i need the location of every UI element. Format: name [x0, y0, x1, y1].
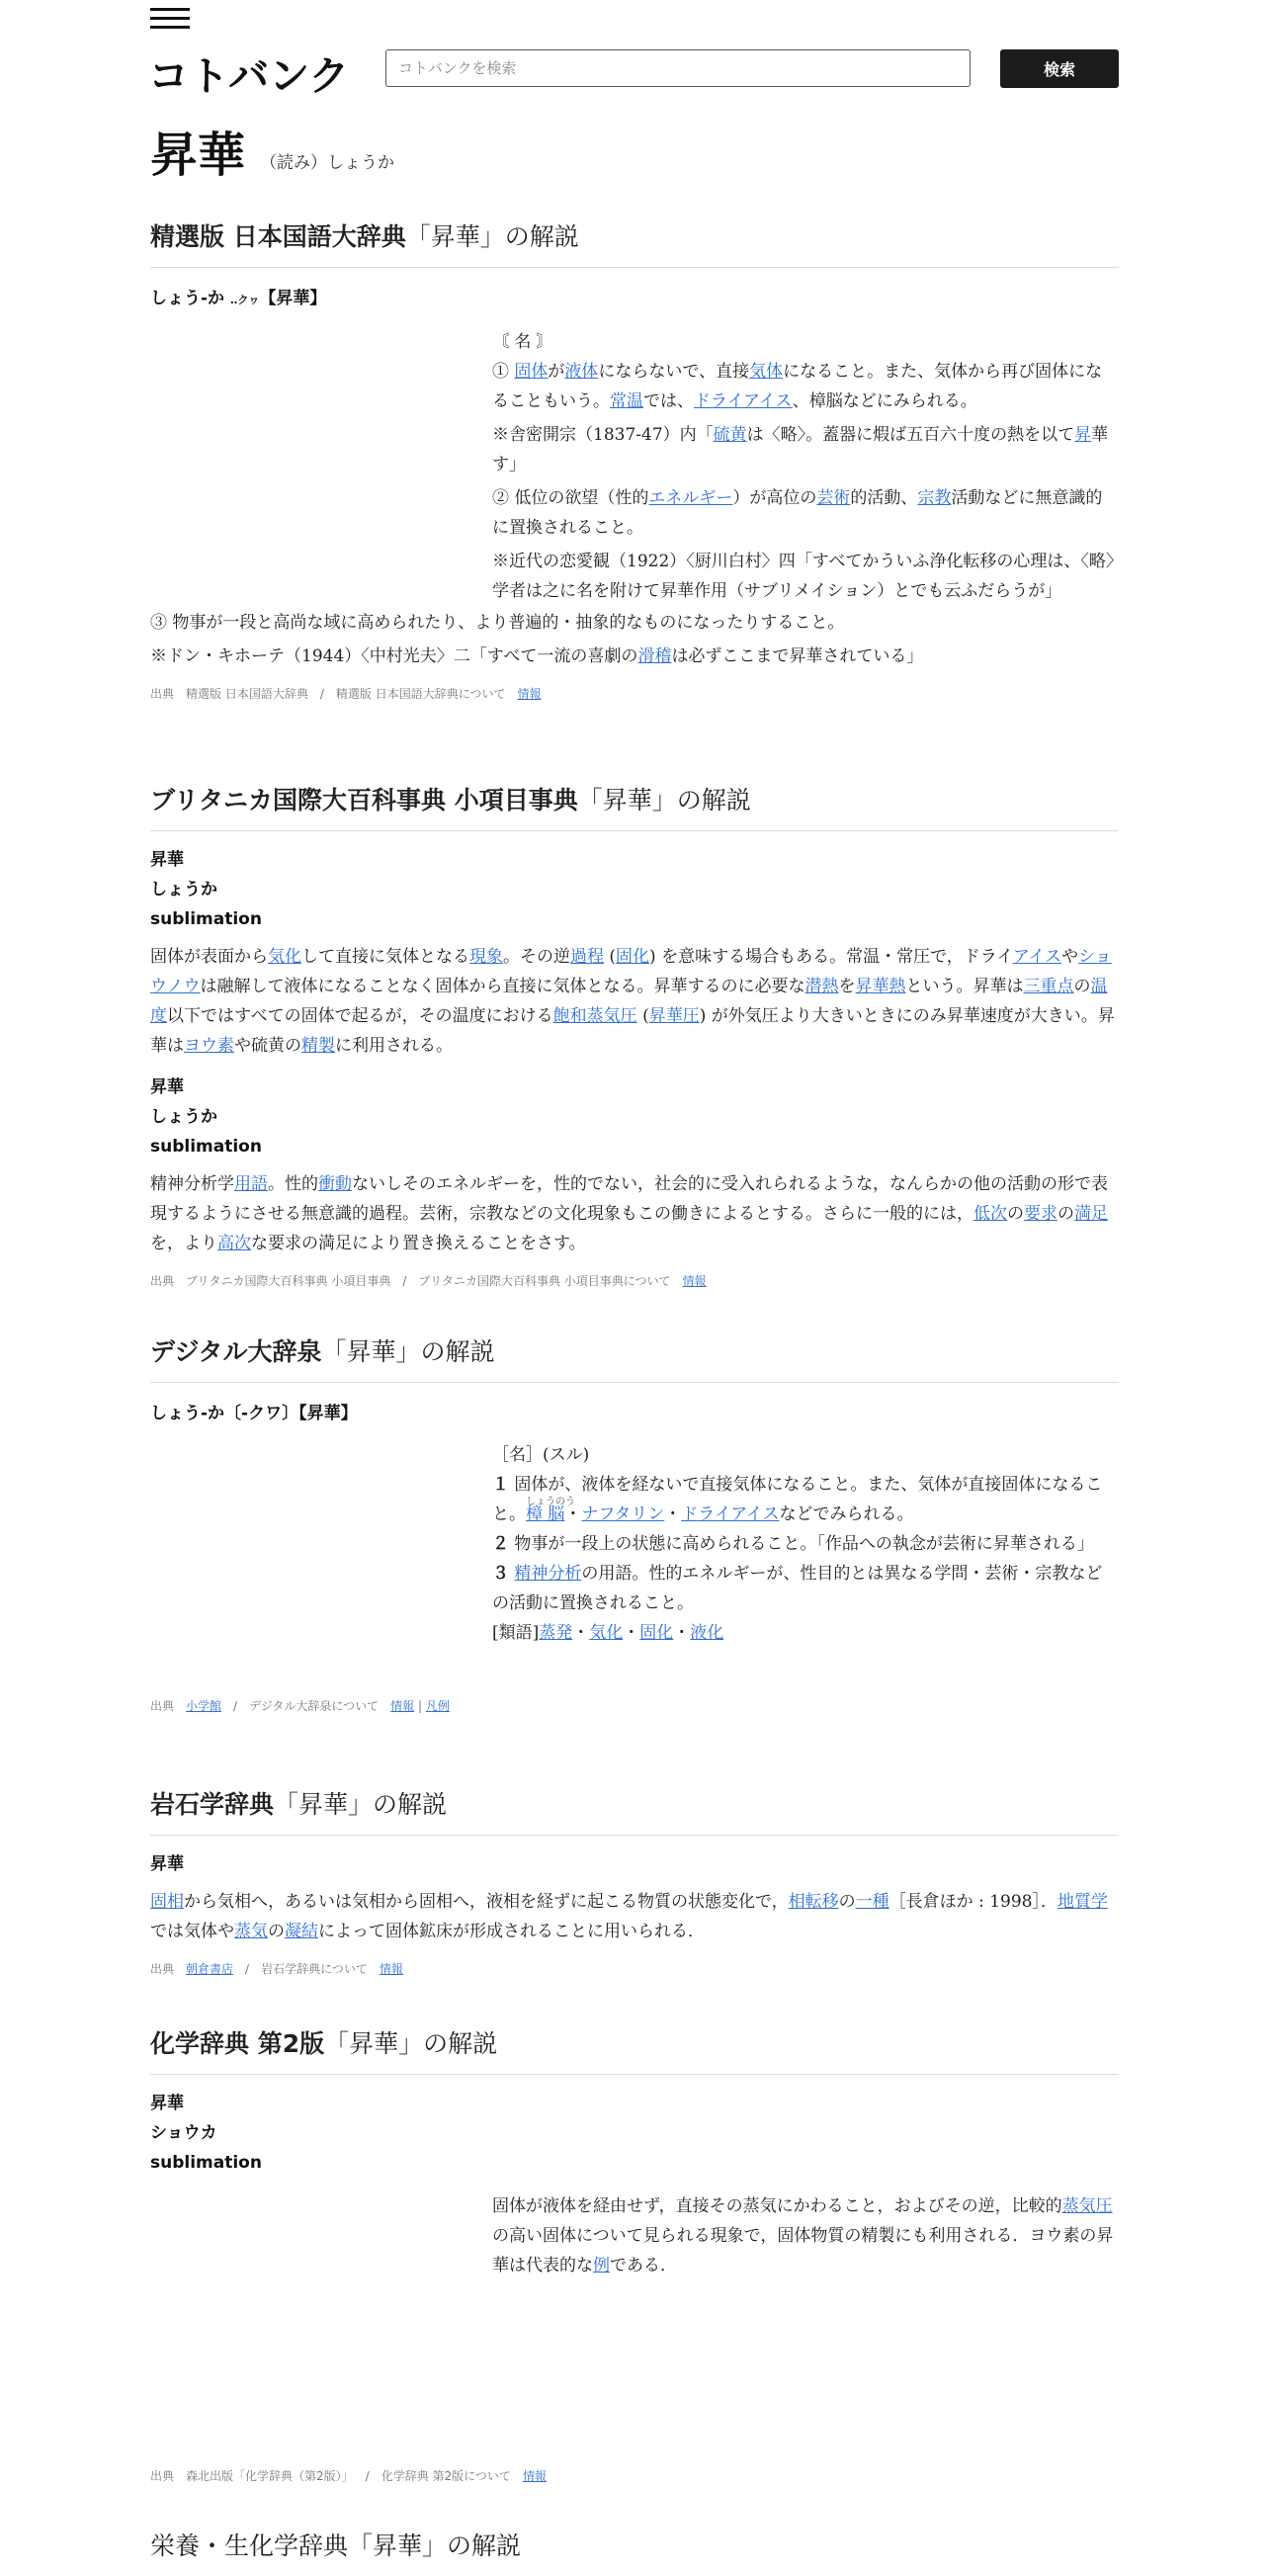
info-link[interactable]: 情報 [517, 687, 542, 701]
headword-english: sublimation [150, 2153, 262, 2173]
definition-3: ③ 物事が一段と高尚な域に高められたり、より普遍的・抽象的なものになったりすること。 [150, 613, 845, 633]
headword: 昇華 [150, 2094, 184, 2113]
link[interactable]: 蒸気 [234, 1922, 268, 1941]
link[interactable]: 衝動 [318, 1174, 352, 1194]
link-art[interactable]: 芸術 [816, 488, 851, 508]
section-title: 精選版 日本国語大辞典「昇華」の解説 [150, 217, 1119, 268]
headword-block [150, 845, 1119, 934]
link-dry-ice[interactable]: ドライアイス [694, 391, 793, 411]
source-line: 出典 ブリタニカ国際大百科事典 小項目事典 / ブリタニカ国際大百科事典 小項目事典について 情報 [150, 1274, 707, 1288]
quote-3: ※ドン・キホーテ（1944）〈中村光夫〉二「すべて一流の喜劇の滑稽は必ずここまで昇華されている」 [150, 646, 924, 666]
info-link[interactable]: 情報 [682, 1274, 707, 1288]
page-reading: （読み）しょうか [260, 153, 394, 173]
definition-text: 固体が液体を経由せず，直接その蒸気にかわること，およびその逆，比較的蒸気圧の高い固体について見られる現象で，固体物質の精製にも利用される．ヨウ素の昇華は代表的な例である． [492, 2196, 1114, 2275]
site-logo[interactable]: コトバンク [148, 52, 350, 100]
link-comedy[interactable]: 滑稽 [637, 646, 672, 666]
link-sulfur[interactable]: 硫黄 [713, 425, 747, 445]
link[interactable]: 用語 [234, 1174, 268, 1194]
link-naphthalene[interactable]: ナフタリン [581, 1504, 665, 1524]
link[interactable]: 要求 [1024, 1204, 1058, 1224]
definition-text: 固体が表面から気化して直接に気体となる現象。その逆過程 (固化) を意味する場合もある。常温・常圧で，ドライアイスやショウノウは融解して液体になることなく固体から直接に気体となる。昇華するのに必要な潜熱を昇華熱という。昇華は三重点の温度以下ではすべての固体で起るが，その温度における飽和蒸気圧 (昇華圧) が外気圧より大きいときにのみ昇華速度が大きい。昇華はヨウ素や硫黄の精製に利用される。 [150, 947, 1115, 1056]
link[interactable]: 飽和蒸気圧 [552, 1006, 637, 1026]
search-input[interactable] [385, 49, 971, 87]
link-psychoanalysis[interactable]: 精神分析 [514, 1564, 582, 1584]
link-sublimation[interactable]: 昇 [1074, 425, 1092, 445]
link[interactable]: 固化 [616, 947, 650, 967]
link[interactable]: 蒸気圧 [1061, 2196, 1113, 2216]
link-religion[interactable]: 宗教 [917, 488, 952, 508]
headword-reading: しょうか [150, 880, 217, 900]
definition-3: ３ 精神分析の用語。性的エネルギーが、性目的とは異なる学問・芸術・宗教などの活動に置換されること。 [492, 1564, 1103, 1613]
publisher-link[interactable]: 小学館 [186, 1699, 222, 1713]
section-daijisen [150, 1332, 1119, 1714]
search-button[interactable]: 検索 [1000, 49, 1119, 88]
part-of-speech: ［名］(スル) [492, 1445, 590, 1465]
link[interactable]: 例 [593, 2256, 610, 2275]
link[interactable]: 相転移 [788, 1892, 839, 1912]
definition-2: ② 低位の欲望（性的エネルギー）が高位の芸術的活動、宗教活動などに無意識的に置換されること。 [492, 488, 1103, 538]
synonym-link[interactable]: 蒸発 [539, 1623, 573, 1643]
link[interactable]: 精製 [301, 1036, 335, 1056]
headword: 昇華 [150, 1854, 184, 1874]
link[interactable]: 地質学 [1057, 1892, 1108, 1912]
synonym-link[interactable]: 固化 [639, 1623, 674, 1643]
headword-block [150, 2089, 1119, 2178]
link[interactable]: ヨウ素 [184, 1036, 234, 1056]
link[interactable]: 凝結 [285, 1922, 318, 1941]
source-line: 出典 森北出版「化学辞典（第2版）」 / 化学辞典 第2版について 情報 [150, 2469, 547, 2483]
link-solid[interactable]: 固体 [514, 362, 549, 382]
definition-1: ① 固体が液体にならないで、直接気体になること。また、気体から再び固体になることもいう。常温では、ドライアイス、樟脳などにみられる。 [492, 362, 1103, 411]
link[interactable]: ショウノウ [150, 947, 1112, 996]
headword-block [150, 1073, 1119, 1161]
section-kagaku [150, 2024, 1119, 2280]
section-title: 化学辞典 第2版「昇華」の解説 [150, 2024, 1119, 2075]
definition-1: １ 固体が、液体を経ないで直接気体になること。また、気体が直接固体になること。 しょうのう 樟 脳・ナフタリン・ドライアイスなどでみられる。 [492, 1475, 1103, 1524]
page-title: 昇華 [150, 128, 246, 183]
definition-text: 固相から気相へ，あるいは気相から固相へ，液相を経ずに起こる物質の状態変化で，相転移の一種［長倉ほか : 1998］．地質学では気体や蒸気の凝結によって固体鉱床が形成されることに用いられる． [150, 1892, 1108, 1941]
link[interactable]: 潜熱 [804, 977, 839, 996]
link[interactable]: 昇華圧 [648, 1006, 700, 1026]
link-energy[interactable]: エネルギー [648, 488, 733, 508]
link[interactable]: 固相 [150, 1892, 184, 1912]
link[interactable]: 一種 [855, 1892, 889, 1912]
headword: 昇華 [150, 1077, 184, 1097]
link[interactable]: 高次 [217, 1234, 251, 1253]
link[interactable]: 昇華熱 [855, 977, 906, 996]
section-britannica [150, 781, 1119, 1289]
part-of-speech: 〘 名 〙 [492, 332, 553, 352]
legend-link[interactable]: 凡例 [425, 1699, 450, 1713]
headword: しょう-か〔-クワ〕【昇華】 [150, 1404, 358, 1423]
menu-icon[interactable] [150, 8, 190, 32]
section-title: ブリタニカ国際大百科事典 小項目事典「昇華」の解説 [150, 781, 1119, 831]
headword-reading: しょうか [150, 1107, 217, 1127]
link[interactable]: 三重点 [1023, 977, 1074, 996]
link[interactable]: アイス [1012, 947, 1062, 967]
section-ganseki [150, 1785, 1119, 1977]
link-camphor[interactable]: 樟 脳 [526, 1504, 565, 1524]
source-line: 出典 小学館 / デジタル大辞泉について 情報 | 凡例 [150, 1699, 450, 1713]
info-link[interactable]: 情報 [522, 2469, 547, 2483]
headword: しょう-か ‥クヮ【昇華】 [150, 289, 327, 308]
synonyms: [類語]蒸発・気化・固化・液化 [492, 1623, 724, 1643]
link-liquid[interactable]: 液体 [564, 362, 599, 382]
source-line: 出典 朝倉書店 / 岩石学辞典について 情報 [150, 1962, 403, 1976]
section-title: 岩石学辞典「昇華」の解説 [150, 1785, 1119, 1836]
info-link[interactable]: 情報 [379, 1962, 403, 1976]
definition-text: 精神分析学用語。性的衝動ないしそのエネルギーを，性的でない，社会的に受入れられるような，なんらかの他の活動の形で表現するようにさせる無意識的過程。芸術，宗教などの文化現象もこの働きによるとする。さらに一般的には，低次の要求の満足を，より高次な要求の満足により置き換えることをさす。 [150, 1174, 1108, 1253]
quote-1: ※舎密開宗（1837‐47）内「硫黄は〈略〉。蓋器に煆ば五百六十度の熱を以て昇華す」 [492, 425, 1109, 474]
link[interactable]: 気化 [268, 947, 301, 967]
link[interactable]: 温度 [150, 977, 1108, 1026]
headword-reading: ショウカ [150, 2123, 217, 2143]
synonym-link[interactable]: 気化 [589, 1623, 624, 1643]
headword-english: sublimation [150, 1137, 262, 1157]
definition-2: ２ 物事が一段上の状態に高められること。「作品への執念が芸術に昇華される」 [492, 1534, 1094, 1554]
info-link[interactable]: 情報 [390, 1699, 415, 1713]
quote-2: ※近代の恋愛観（1922）〈厨川白村〉四「すべてかういふ浄化転移の心理は、〈略〉学者は之に名を附けて昇華作用（サブリメイション）とでも云ふだらうが」 [492, 552, 1115, 601]
headword-english: sublimation [150, 909, 262, 929]
source-line: 出典 精選版 日本国語大辞典 / 精選版 日本国語大辞典について 情報 [150, 687, 542, 701]
section-title: デジタル大辞泉「昇華」の解説 [150, 1332, 1119, 1383]
link[interactable]: 現象 [469, 947, 503, 967]
link[interactable]: 満足 [1074, 1204, 1108, 1224]
synonym-link[interactable]: 液化 [690, 1623, 724, 1643]
link-gas[interactable]: 気体 [749, 362, 784, 382]
link-room-temp[interactable]: 常温 [610, 391, 643, 411]
publisher-link[interactable]: 朝倉書店 [186, 1962, 234, 1976]
link[interactable]: 低次 [973, 1204, 1007, 1224]
link[interactable]: 過程 [570, 947, 604, 967]
section-seisenban [150, 217, 1119, 702]
headword: 昇華 [150, 850, 184, 870]
section-title-partial: 栄養・生化学辞典「昇華」の解説 [150, 2532, 522, 2560]
link-dry-ice[interactable]: ドライアイス [681, 1504, 780, 1524]
